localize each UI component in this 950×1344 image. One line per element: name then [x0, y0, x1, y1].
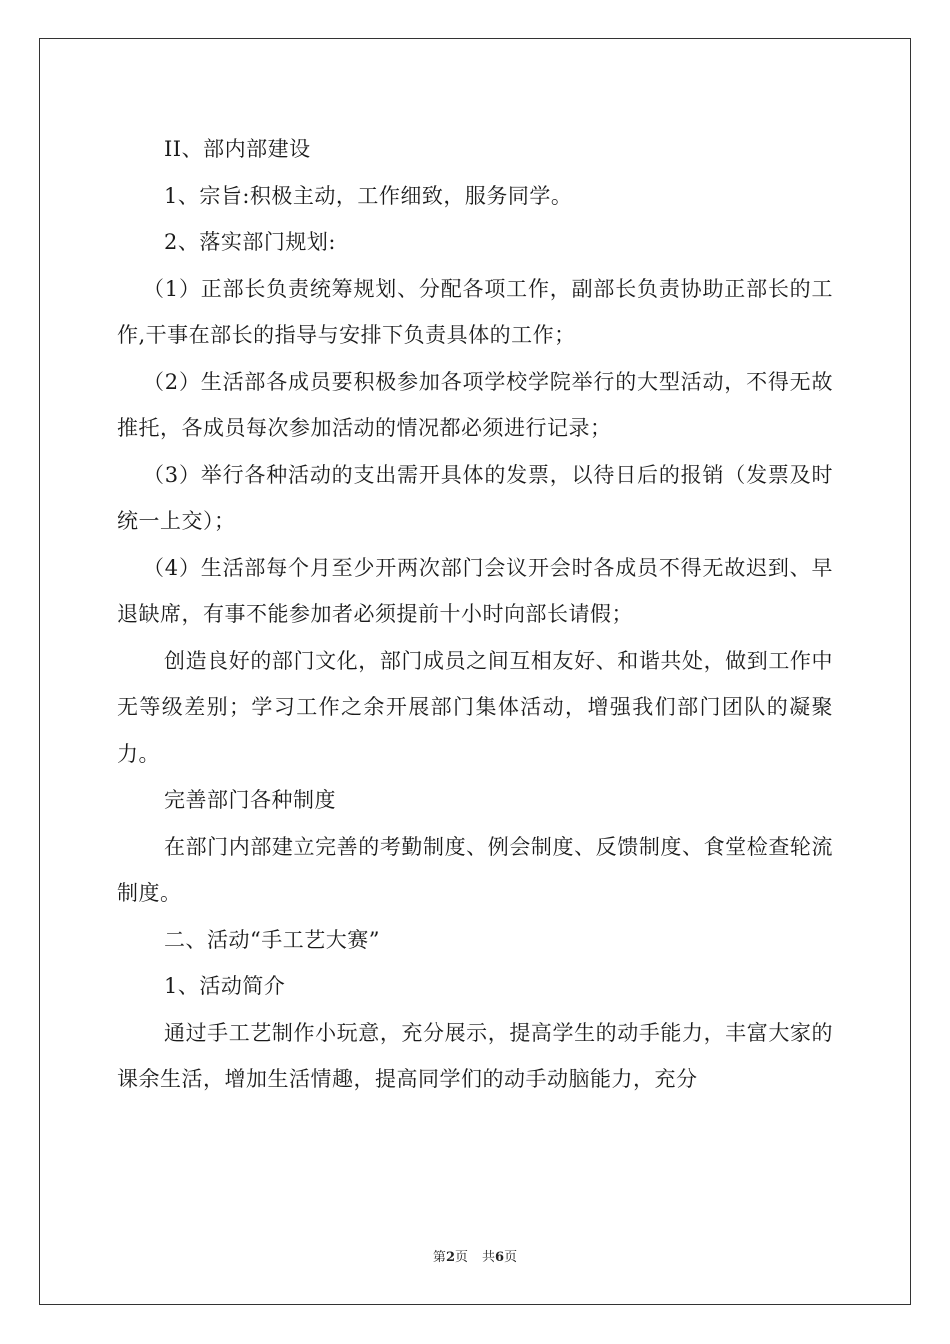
total-prefix: 共: [482, 1250, 496, 1265]
paragraph: 2、落实部门规划:: [164, 230, 336, 254]
paragraph: （1）正部长负责统筹规划、分配各项工作，副部长负责协助正部长的工作,干事在部长的指导与安排下负责具体的工作；: [117, 276, 833, 347]
section-heading: II、部内部建设: [164, 137, 311, 161]
paragraph: 1、宗旨:积极主动，工作细致，服务同学。: [164, 183, 573, 208]
paragraph: 创造良好的部门文化，部门成员之间互相友好、和谐共处，做到工作中无等级差别；学习工作之余开展部门集体活动，增强我们部门团队的凝聚力。: [117, 648, 833, 766]
paragraph: 通过手工艺制作小玩意，充分展示，提高学生的动手能力，丰富大家的课余生活，增加生活情趣，提高同学们的动手动脑能力，充分: [117, 1020, 833, 1091]
paragraph: （4）生活部每个月至少开两次部门会议开会时各成员不得无故迟到、早退缺席，有事不能参加者必须提前十小时向部长请假；: [117, 555, 833, 626]
paragraph: （3）举行各种活动的支出需开具体的发票，以待日后的报销（发票及时统一上交）；: [117, 462, 833, 533]
total-pages: 6: [495, 1250, 505, 1265]
section-heading: 完善部门各种制度: [164, 788, 336, 812]
paragraph: （2）生活部各成员要积极参加各项学校学院举行的大型活动，不得无故推托，各成员每次参加活动的情况都必须进行记录；: [117, 369, 833, 440]
section-heading: 1、活动简介: [164, 974, 286, 998]
section-heading: 二、活动“手工艺大赛”: [164, 927, 380, 952]
page-suffix: 页: [454, 1250, 468, 1265]
total-suffix: 页: [504, 1250, 518, 1265]
page-number: 2: [445, 1250, 455, 1265]
page-prefix: 第: [432, 1250, 446, 1265]
paragraph: 在部门内部建立完善的考勤制度、例会制度、反馈制度、食堂检查轮流制度。: [117, 834, 833, 905]
page-footer: [0, 1246, 950, 1265]
document-body: [117, 126, 833, 1103]
